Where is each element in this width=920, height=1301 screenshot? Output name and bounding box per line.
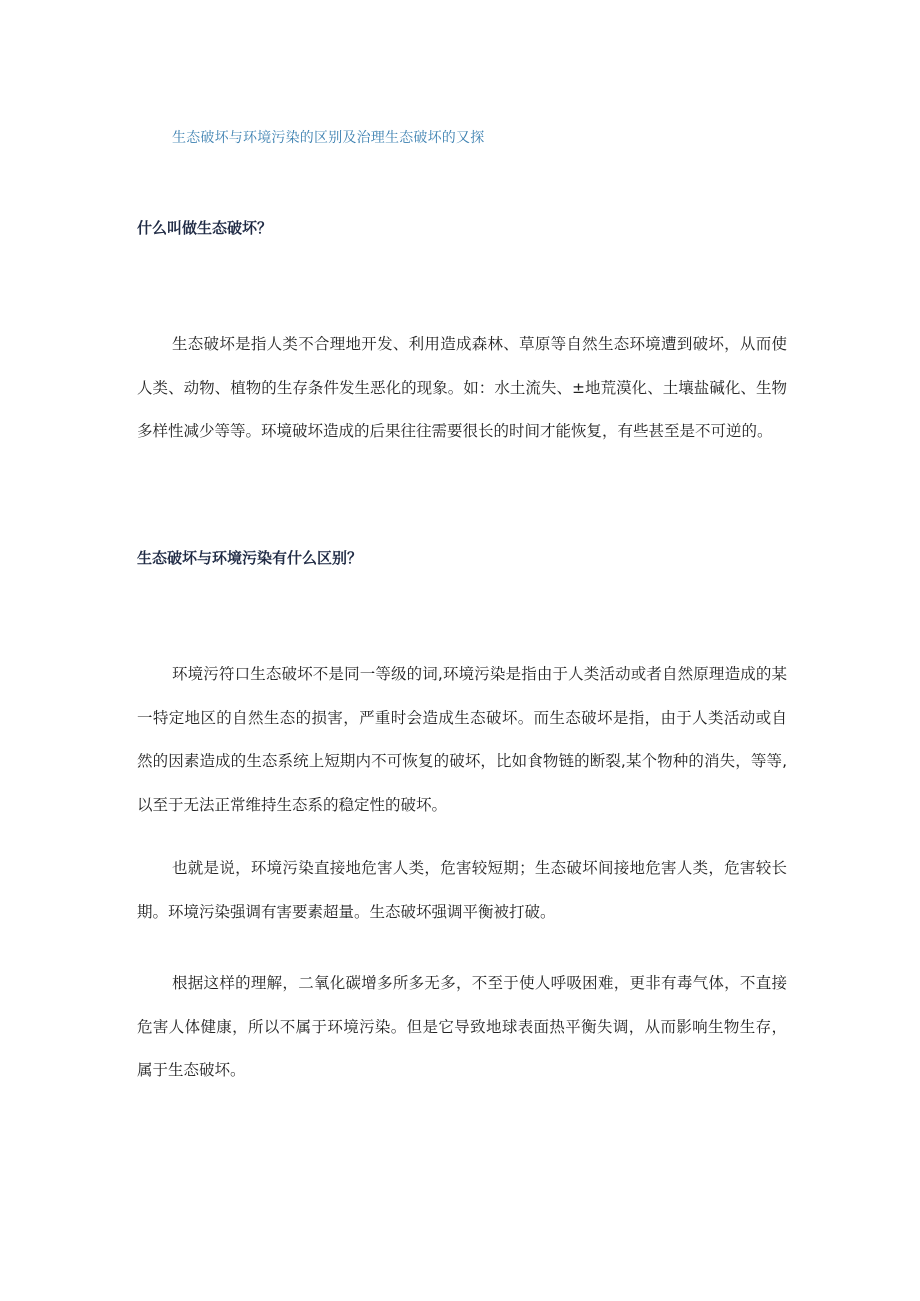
paragraph-definition: 生态破坏是指人类不合理地开发、利用造成森林、草原等自然生态环境遭到破坏，从而使人类、动物、植物的生存条件发生恶化的现象。如：水土流失、±地荒漠化、土壤盐碱化、生物多样性减少等等。环境破坏造成的后果往往需要很长的时间才能恢复，有些甚至是不可逆的。 bbox=[137, 335, 787, 440]
section-heading-difference: 生态破坏与环境污染有什么区别？ bbox=[137, 549, 363, 567]
section-heading-what-is-ecological-damage: 什么叫做生态破坏？ bbox=[137, 219, 273, 237]
document-title: 生态破坏与环境污染的区别及治理生态破坏的又探 bbox=[172, 130, 485, 146]
paragraph-summary: 也就是说，环境污染直接地危害人类，危害较短期；生态破坏间接地危害人类，危害较长期。环境污染强调有害要素超量。生态破坏强调平衡被打破。 bbox=[137, 859, 787, 921]
paragraph-co2-example: 根据这样的理解，二氧化碳增多所多无多，不至于使人呼吸困难，更非有毒气体，不直接危害人体健康，所以不属于环境污染。但是它导致地球表面热平衡失调，从而影响生物生存，属于生态破坏。 bbox=[137, 974, 787, 1079]
paragraph-difference-explanation: 环境污符口生态破坏不是同一等级的词,环境污染是指由于人类活动或者自然原理造成的某一特定地区的自然生态的损害，严重时会造成生态破坏。而生态破坏是指，由于人类活动或自然的因素造成的生态系统上短期内不可恢复的破坏，比如食物链的断裂,某个物种的消失，等等,以至于无法正常维持生态系的稳定性的破坏。 bbox=[137, 665, 787, 814]
